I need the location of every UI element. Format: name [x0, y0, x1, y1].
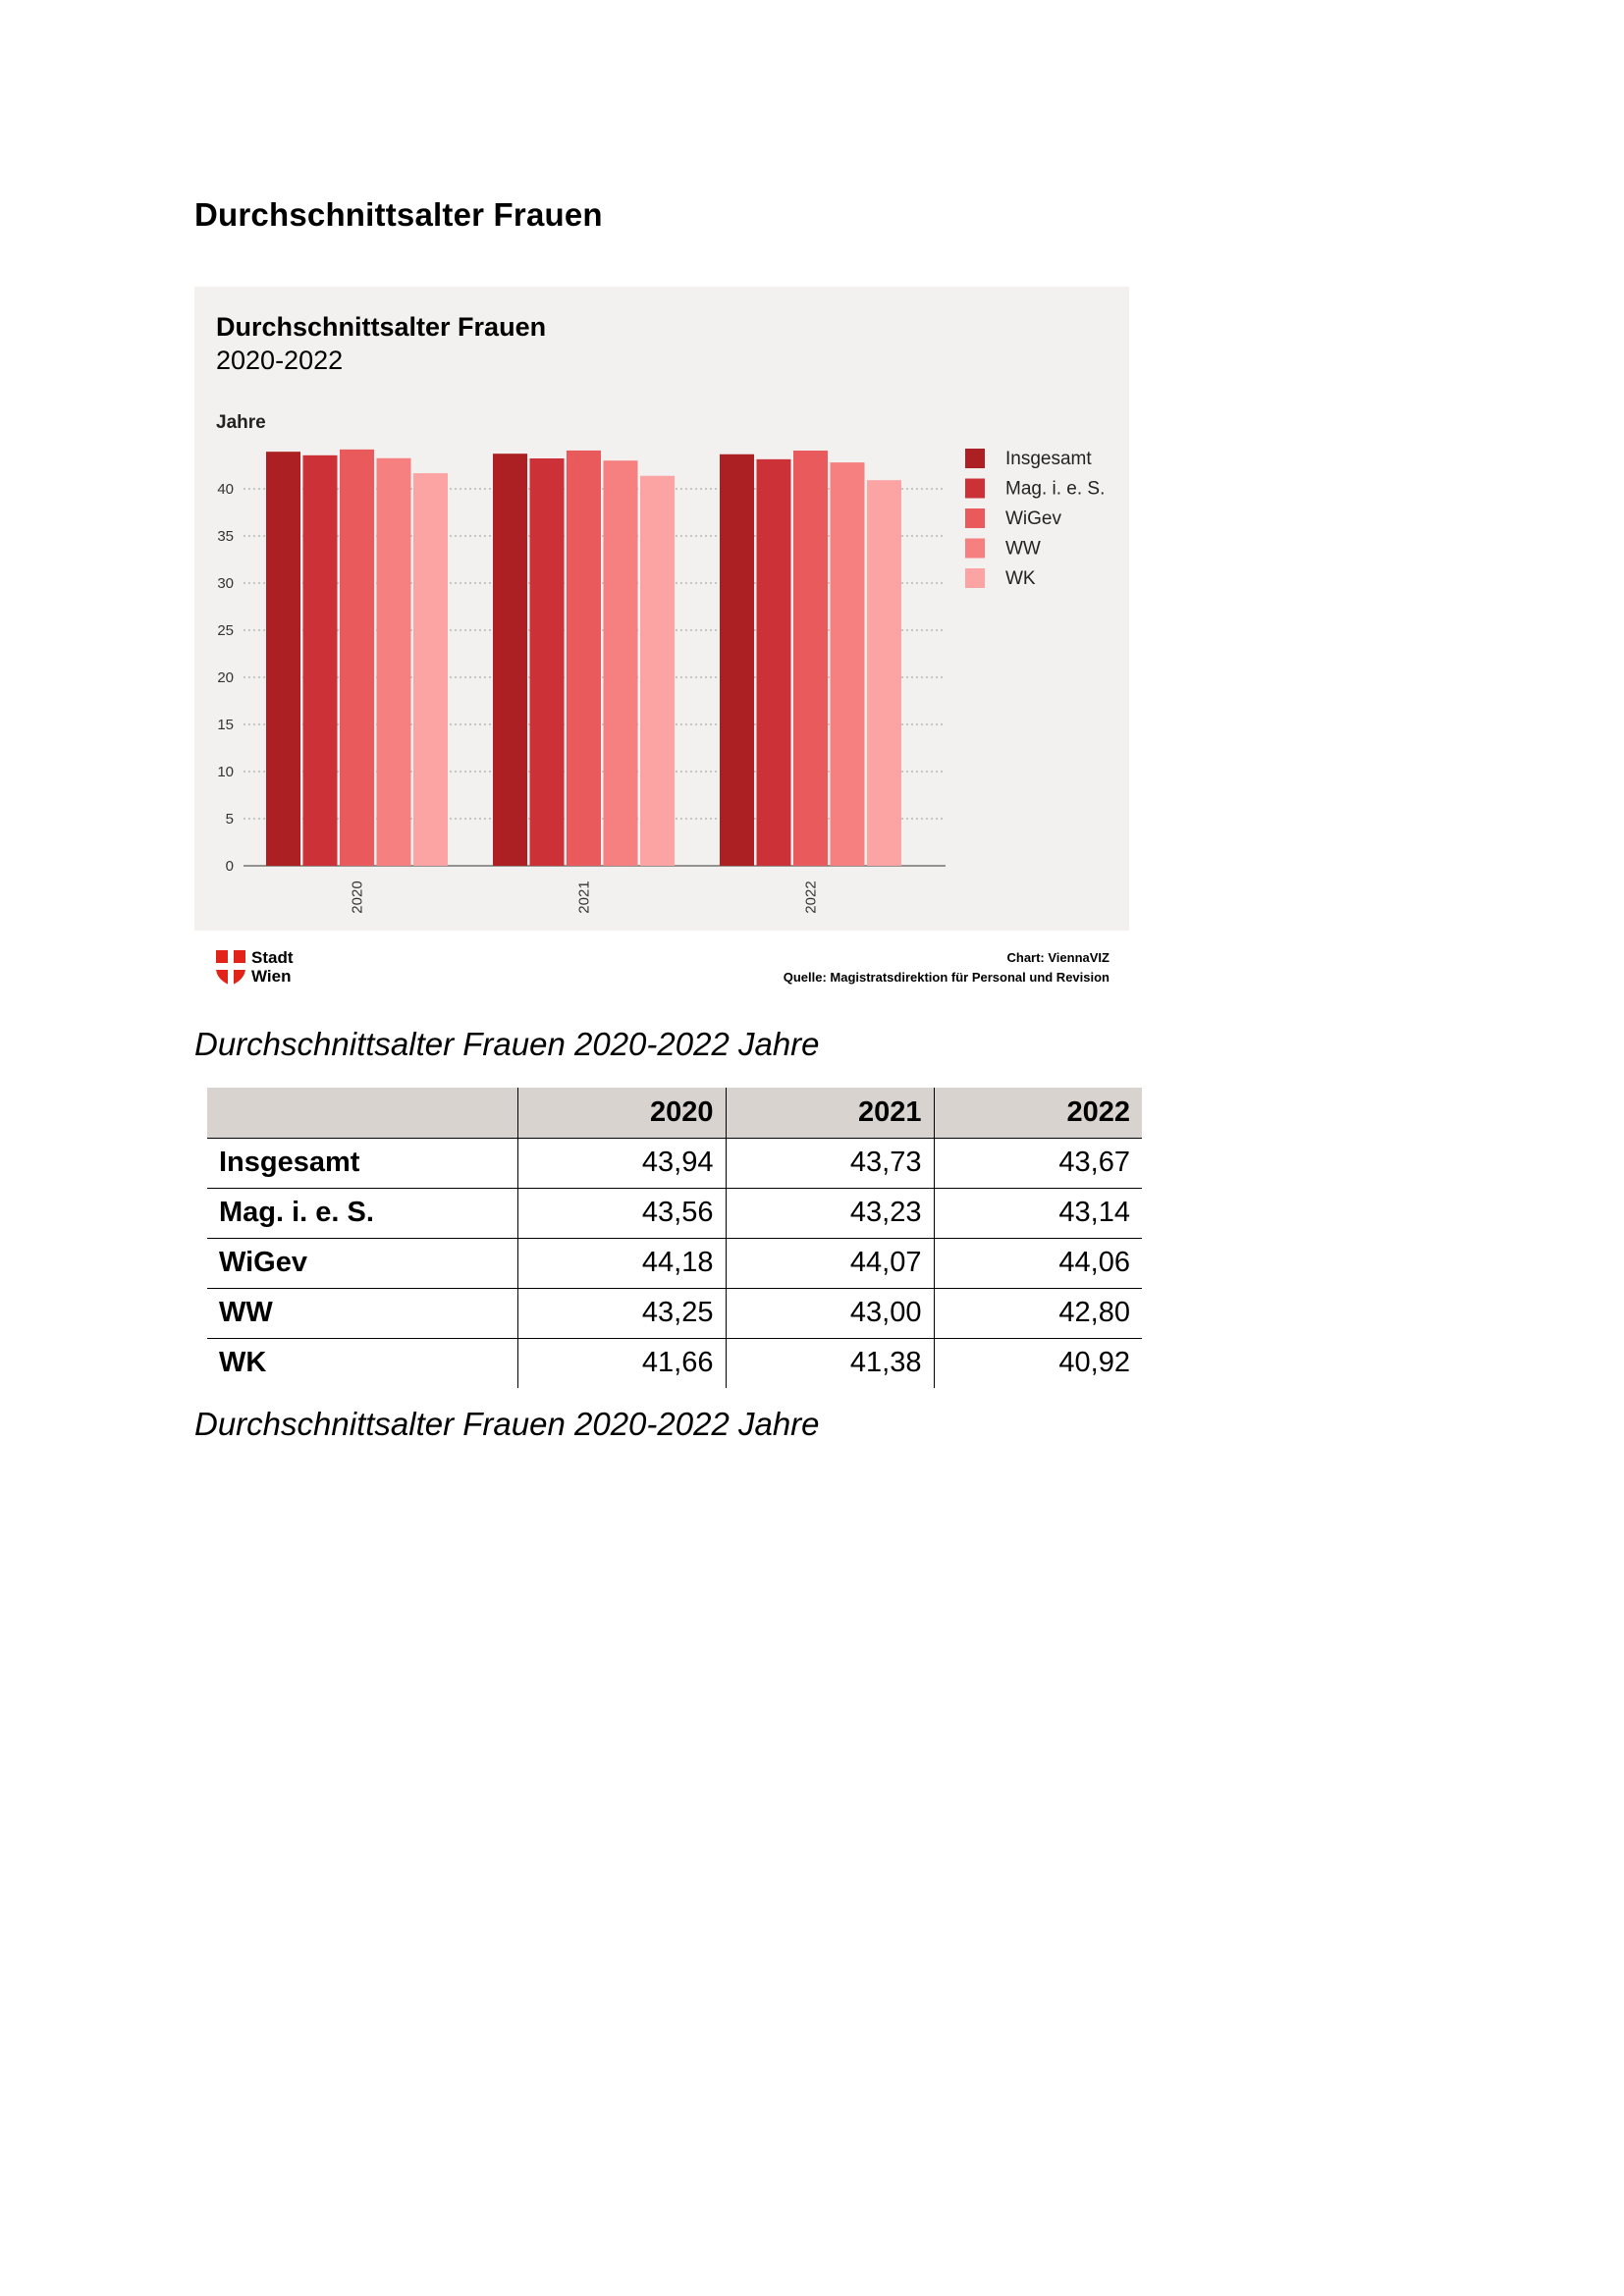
- chart-caption: Durchschnittsalter Frauen 2020-2022 Jahre: [194, 1026, 820, 1062]
- table-cell: 44,07: [726, 1238, 934, 1288]
- bar: [757, 459, 791, 866]
- legend-swatch: [965, 449, 985, 468]
- bar: [303, 455, 338, 866]
- logo-line-wien: Wien: [251, 967, 292, 986]
- table-cell: 40,92: [934, 1338, 1142, 1388]
- legend-swatch: [965, 568, 985, 588]
- bar: [831, 462, 865, 866]
- bar: [530, 458, 565, 866]
- table-cell: 41,38: [726, 1338, 934, 1388]
- bar: [867, 480, 901, 866]
- table-header-2022: 2022: [934, 1088, 1142, 1138]
- y-tick-label: 10: [217, 764, 234, 780]
- bar-chart: [194, 287, 1129, 931]
- y-tick-label: 25: [217, 622, 234, 639]
- table-cell: 43,67: [934, 1138, 1142, 1188]
- table-header-row: [207, 1088, 1142, 1138]
- chart-card: [194, 287, 1129, 931]
- table-cell: 44,18: [517, 1238, 726, 1288]
- bar: [377, 458, 411, 866]
- bar: [720, 454, 754, 866]
- table-cell: 44,06: [934, 1238, 1142, 1288]
- legend-label: WK: [1005, 568, 1036, 589]
- legend-swatch: [965, 539, 985, 559]
- table-cell: 43,00: [726, 1288, 934, 1338]
- table-cell: 43,94: [517, 1138, 726, 1188]
- chart-footer: [194, 940, 1129, 989]
- y-tick-label: 0: [225, 858, 234, 875]
- y-tick-label: 40: [217, 481, 234, 498]
- row-label: Mag. i. e. S.: [207, 1188, 517, 1238]
- bar: [793, 451, 828, 866]
- table-header-2021: 2021: [726, 1088, 934, 1138]
- x-tick-label: 2022: [802, 881, 820, 914]
- table-cell: 43,56: [517, 1188, 726, 1238]
- table-row: [207, 1188, 1142, 1238]
- legend-swatch: [965, 508, 985, 528]
- legend-label: WiGev: [1005, 508, 1061, 529]
- data-table: [207, 1088, 1142, 1388]
- table-header-2020: 2020: [517, 1088, 726, 1138]
- y-tick-label: 35: [217, 528, 234, 545]
- bar: [266, 452, 300, 866]
- y-tick-label: 30: [217, 575, 234, 592]
- table-caption: Durchschnittsalter Frauen 2020-2022 Jahre: [194, 1406, 820, 1442]
- bar: [413, 473, 448, 866]
- page-heading: Durchschnittsalter Frauen: [194, 196, 603, 233]
- x-tick-label: 2021: [575, 881, 593, 914]
- row-label: WK: [219, 1347, 267, 1379]
- y-axis-label: Jahre: [216, 412, 266, 433]
- source-credit: Quelle: Magistratsdirektion für Personal und Revision: [783, 970, 1110, 985]
- legend-label: Mag. i. e. S.: [1005, 478, 1106, 500]
- row-label: Insgesamt: [207, 1138, 517, 1188]
- table-row: [207, 1338, 1142, 1388]
- y-tick-label: 15: [217, 717, 234, 733]
- bar: [640, 476, 675, 866]
- table-cell: 43,14: [934, 1188, 1142, 1238]
- vienna-shield-icon: [216, 950, 245, 986]
- bar: [493, 454, 527, 866]
- table-cell: 43,23: [726, 1188, 934, 1238]
- legend-swatch: [965, 479, 985, 499]
- table-row: [207, 1138, 1142, 1188]
- bar: [340, 450, 374, 866]
- table-cell: 43,25: [517, 1288, 726, 1338]
- x-tick-label: 2020: [349, 881, 366, 914]
- logo-line-stadt: Stadt: [251, 948, 294, 967]
- row-label: WiGev: [207, 1238, 517, 1288]
- chart-credit: Chart: ViennaVIZ: [1006, 950, 1110, 965]
- row-label: WW: [207, 1288, 517, 1338]
- chart-subtitle: 2020-2022: [216, 346, 344, 375]
- table-row: [207, 1288, 1142, 1338]
- table-cell: 41,66: [517, 1338, 726, 1388]
- legend-label: WW: [1005, 538, 1041, 560]
- logo-text: [251, 948, 294, 986]
- bar: [604, 460, 638, 866]
- chart-title: Durchschnittsalter Frauen: [216, 312, 547, 342]
- table-row: [207, 1238, 1142, 1288]
- table-cell: 43,73: [726, 1138, 934, 1188]
- table-header-corner: [207, 1088, 517, 1138]
- table-cell: 42,80: [934, 1288, 1142, 1338]
- legend-label: Insgesamt: [1005, 449, 1092, 469]
- bar: [567, 451, 601, 866]
- y-tick-label: 5: [225, 811, 234, 828]
- stadt-wien-logo: [216, 948, 334, 991]
- y-tick-label: 20: [217, 669, 234, 686]
